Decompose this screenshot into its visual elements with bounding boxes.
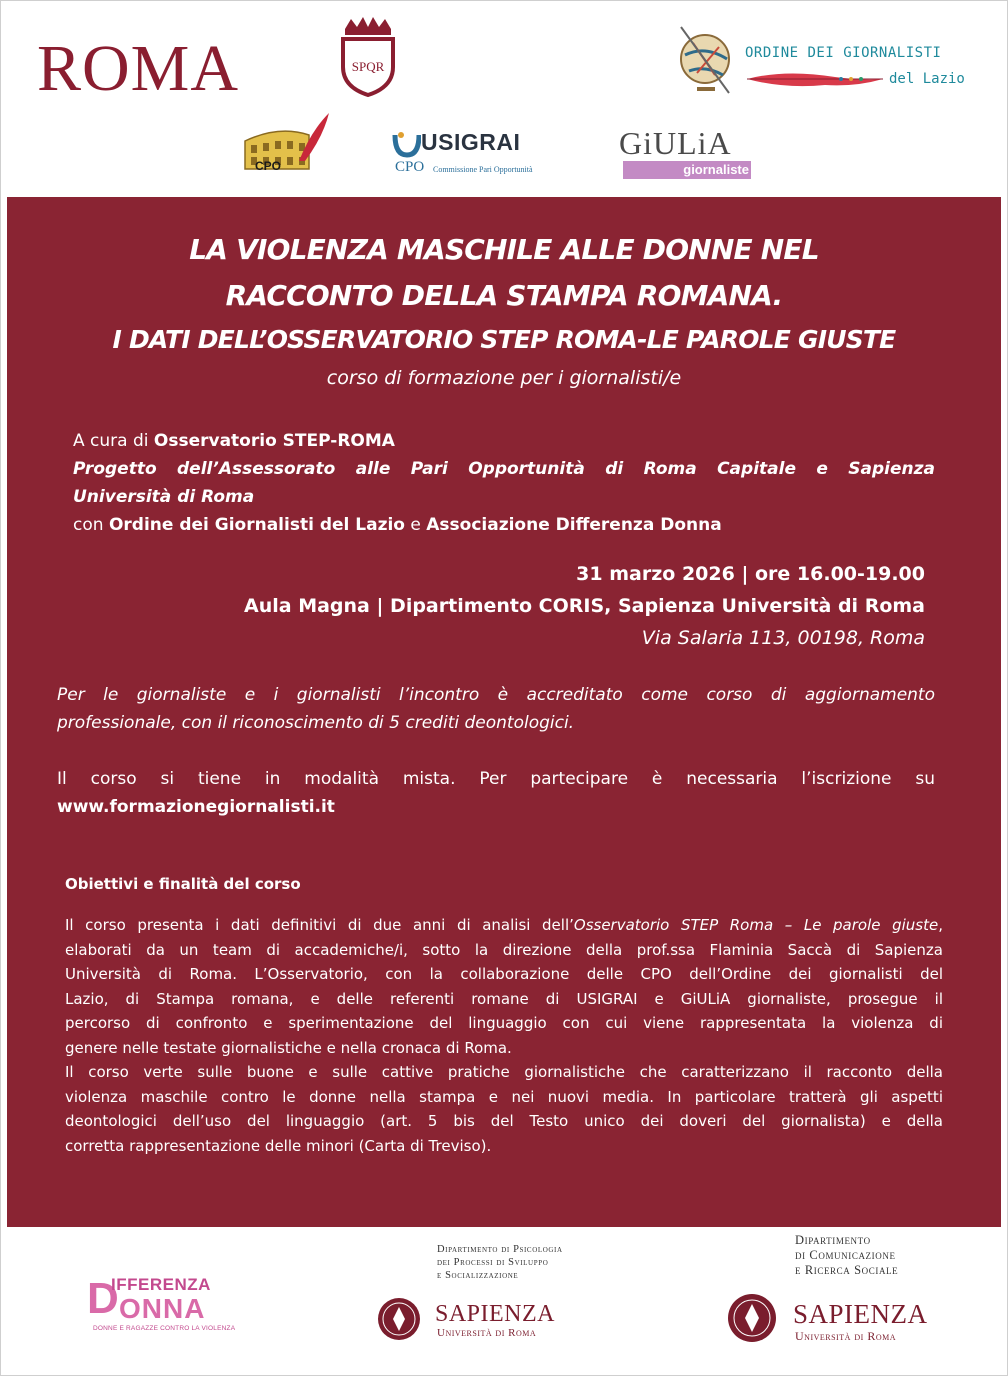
giulia-subtitle: giornaliste (683, 162, 749, 177)
registration-note (57, 765, 935, 821)
desc-line: violenza maschile contro le donne nella stampa e nei nuovi media. In particolare tratterà gli aspetti (65, 1087, 943, 1106)
progetto-line-2: Università di Roma (73, 487, 255, 507)
desc-line: elaborati da un team di accademiche/i, sotto la direzione della prof.ssa Flaminia Saccà di Sapienza (65, 940, 943, 959)
desc-observatory-name: Osservatorio STEP Roma – Le parole giuste (573, 916, 939, 934)
feather-icon (745, 67, 885, 91)
crest-text: SPQR (351, 59, 385, 74)
title-line-2: RACCONTO DELLA STAMPA ROMANA. (225, 279, 783, 312)
usigrai-subtitle: Commissione Pari Opportunità (433, 165, 533, 174)
roma-logo: ROMA (37, 32, 240, 105)
dept-psicologia (437, 1243, 563, 1282)
dept1-line-3: e Socializzazione (437, 1270, 519, 1281)
title-line-1: LA VIOLENZA MASCHILE ALLE DONNE NEL (189, 233, 819, 266)
event-venue: Aula Magna | Dipartimento CORIS, Sapienza Università di Roma (244, 595, 925, 617)
con-line (73, 511, 935, 539)
dd-top-text: IFFERENZA (111, 1275, 211, 1294)
accreditation-line-1: Per le giornaliste e i giornalisti l’incontro è accreditato come corso di aggiornamento (57, 685, 935, 705)
content-panel (7, 197, 1001, 1227)
dd-onna-text: ONNA (119, 1293, 206, 1324)
course-subtitle: corso di formazione per i giornalisti/e (326, 367, 682, 389)
dept2-line-1: Dipartimento (795, 1233, 871, 1247)
odg-title: ORDINE DEI GIORNALISTI (745, 45, 942, 61)
sapienza-seal-icon (727, 1293, 777, 1343)
sapienza-seal-icon (377, 1297, 421, 1341)
desc-line: deontologici dell’uso del linguaggio (art. 5 bis del Testo unico dei doveri del giornalista) e della (65, 1112, 943, 1130)
footer-logos (7, 1227, 1001, 1371)
dd-letter: D (87, 1274, 119, 1323)
dept1-line-1: Dipartimento di Psicologia (437, 1244, 563, 1255)
spqr-crest-icon (337, 15, 399, 97)
sapienza-wordmark-1: SAPIENZA (435, 1301, 556, 1327)
progetto-line-1: Progetto dell’Assessorato alle Pari Opportunità di Roma Capitale e Sapienza (73, 459, 935, 479)
organizers-block (73, 427, 935, 539)
desc-line: genere nelle testate giornalistiche e nella cronaca di Roma. (65, 1038, 512, 1057)
giulia-name: GiULiA (619, 125, 732, 161)
objectives-description (65, 913, 943, 1158)
usigrai-mark-icon (391, 129, 421, 159)
desc-comma: , (938, 916, 943, 934)
sapienza-wordmark-2: SAPIENZA (793, 1299, 928, 1329)
event-address: Via Salaria 113, 00198, Roma (641, 627, 925, 649)
usigrai-cpo: CPO (395, 159, 425, 175)
dept2-line-2: di Comunicazione (795, 1248, 896, 1262)
usigrai-logo (391, 127, 561, 181)
odg-lazio-logo (671, 21, 981, 111)
accreditation-line-2: professionale, con il riconoscimento di 5 crediti deontologici. (57, 713, 575, 733)
cpo-label: CPO (255, 159, 282, 173)
odg-subtitle: del Lazio (889, 71, 965, 87)
desc-line (65, 913, 943, 938)
desc-line: percorso di confronto e sperimentazione del linguaggio con cui viene rappresentata la violenza di (65, 1014, 943, 1032)
a-cura-line (73, 427, 935, 455)
desc-line: Università di Roma. L’Osservatorio, con la collaborazione delle CPO dell’Ordine dei giornalisti del (65, 965, 943, 983)
con-prefix: con (73, 515, 109, 535)
dept1-line-2: dei Processi di Sviluppo (437, 1257, 549, 1268)
dept-comunicazione (795, 1233, 898, 1278)
con-and: e (404, 515, 427, 535)
dd-subtitle: DONNE E RAGAZZE CONTRO LA VIOLENZA (93, 1325, 236, 1332)
desc-line: corretta rappresentazione delle minori (Carta di Treviso). (65, 1136, 492, 1155)
desc-line: Il corso verte sulle buone e sulle cattive pratiche giornalistiche che caratterizzano il racconto della (65, 1063, 943, 1081)
desc-text: Il corso presenta i dati definitivi di due anni di analisi dell’ (65, 916, 574, 934)
giulia-logo (615, 125, 755, 183)
sapienza-subtitle-1: Università di Roma (437, 1327, 537, 1339)
registration-line-1: Il corso si tiene in modalità mista. Per partecipare è necessaria l’iscrizione su (57, 769, 935, 789)
sapienza-subtitle-2: Università di Roma (795, 1329, 896, 1343)
usigrai-name: USIGRAI (421, 129, 521, 155)
dept2-line-3: e Ricerca Sociale (795, 1263, 899, 1277)
globe-icon (675, 25, 739, 99)
registration-link[interactable]: www.formazionegiornalisti.it (57, 797, 335, 817)
a-cura-name: Osservatorio STEP-ROMA (153, 431, 395, 451)
con-org-2: Associazione Differenza Donna (426, 515, 722, 535)
colosseum-quill-icon (239, 111, 331, 181)
title-line-3: I DATI DELL’OSSERVATORIO STEP ROMA-LE PAROLE GIUSTE (112, 325, 896, 354)
con-org-1: Ordine dei Giornalisti del Lazio (108, 515, 405, 535)
event-date-time: 31 marzo 2026 | ore 16.00-19.00 (576, 563, 925, 585)
desc-line: Lazio, di Stampa romana, e delle referenti romane di USIGRAI e GiULiA giornaliste, prosegue il (65, 989, 943, 1008)
header-logos (7, 7, 1001, 197)
objectives-heading: Obiettivi e finalità del corso (65, 875, 301, 893)
differenza-donna-logo (87, 1271, 257, 1337)
a-cura-prefix: A cura di (73, 431, 154, 451)
accreditation-note (57, 681, 935, 737)
